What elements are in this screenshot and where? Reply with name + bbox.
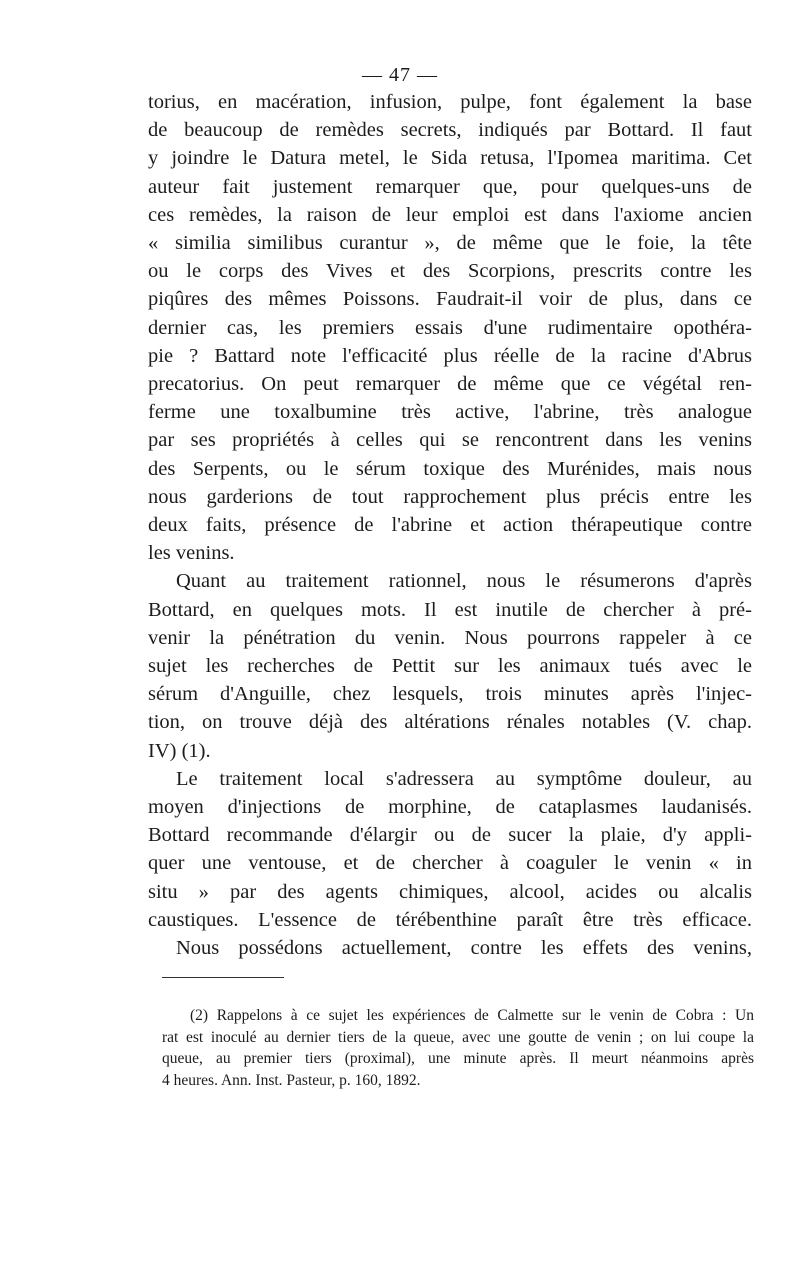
- footnote-line: rat est inoculé au dernier tiers de la queue, avec une goutte de venin ; on lui coupe la: [162, 1028, 754, 1046]
- body-line: ferme une toxalbumine très active, l'abrine, très analogue: [148, 401, 752, 424]
- body-line: les venins.: [148, 542, 235, 565]
- body-line: auteur fait justement remarquer que, pour quelques-uns de: [148, 175, 752, 198]
- body-line: Le traitement local s'adressera au symptôme douleur, au: [176, 767, 752, 790]
- body-line: situ » par des agents chimiques, alcool, acides ou alcalis: [148, 880, 752, 903]
- body-line: moyen d'injections de morphine, de cataplasmes laudanisés.: [148, 796, 752, 819]
- body-line: dernier cas, les premiers essais d'une rudimentaire opothéra-: [148, 316, 752, 339]
- page-number: — 47 —: [362, 64, 438, 86]
- body-line: Quant au traitement rationnel, nous le résumerons d'après: [176, 570, 752, 593]
- body-line: piqûres des mêmes Poissons. Faudrait-il voir de plus, dans ce: [148, 288, 752, 311]
- footnote-line: 4 heures. Ann. Inst. Pasteur, p. 160, 1892.: [162, 1071, 421, 1089]
- body-line: des Serpents, ou le sérum toxique des Murénides, mais nous: [148, 457, 752, 480]
- footnote-line: (2) Rappelons à ce sujet les expériences de Calmette sur le venin de Cobra : Un: [190, 1007, 754, 1024]
- body-line: « similia similibus curantur », de même que le foie, la tête: [148, 232, 752, 255]
- body-line: caustiques. L'essence de térébenthine paraît être très efficace.: [148, 908, 752, 931]
- body-line: venir la pénétration du venin. Nous pourrons rappeler à ce: [148, 626, 752, 649]
- body-line: tion, on trouve déjà des altérations rénales notables (V. chap.: [148, 711, 752, 734]
- body-line: sujet les recherches de Pettit sur les animaux tués avec le: [148, 655, 752, 678]
- body-line: Bottard, en quelques mots. Il est inutile de chercher à pré-: [148, 598, 752, 621]
- body-line: pie ? Battard note l'efficacité plus réelle de la racine d'Abrus: [148, 344, 752, 367]
- body-line: quer une ventouse, et de chercher à coaguler le venin « in: [148, 852, 752, 875]
- body-line: par ses propriétés à celles qui se rencontrent dans les venins: [148, 429, 752, 452]
- body-line: precatorius. On peut remarquer de même que ce végétal ren-: [148, 373, 752, 396]
- body-line: Bottard recommande d'élargir ou de sucer la plaie, d'y appli-: [148, 824, 752, 847]
- footnote-divider: [162, 977, 284, 978]
- body-line: y joindre le Datura metel, le Sida retusa, l'Ipomea maritima. Cet: [148, 147, 752, 170]
- footnote-line: queue, au premier tiers (proximal), une minute après. Il meurt néanmoins après: [162, 1050, 754, 1067]
- body-line: Nous possédons actuellement, contre les effets des venins,: [176, 937, 752, 960]
- body-line: IV) (1).: [148, 739, 211, 762]
- body-line: sérum d'Anguille, chez lesquels, trois minutes après l'injec-: [148, 683, 752, 706]
- body-text: [148, 88, 752, 962]
- body-line: nous garderions de tout rapprochement plus précis entre les: [148, 485, 752, 508]
- body-line: de beaucoup de remèdes secrets, indiqués par Bottard. Il faut: [148, 119, 752, 142]
- body-line: ces remèdes, la raison de leur emploi est dans l'axiome ancien: [148, 203, 752, 226]
- footnote: [162, 1005, 754, 1091]
- body-line: ou le corps des Vives et des Scorpions, prescrits contre les: [148, 260, 752, 283]
- body-line: torius, en macération, infusion, pulpe, font également la base: [148, 91, 752, 113]
- body-line: deux faits, présence de l'abrine et action thérapeutique contre: [148, 514, 752, 537]
